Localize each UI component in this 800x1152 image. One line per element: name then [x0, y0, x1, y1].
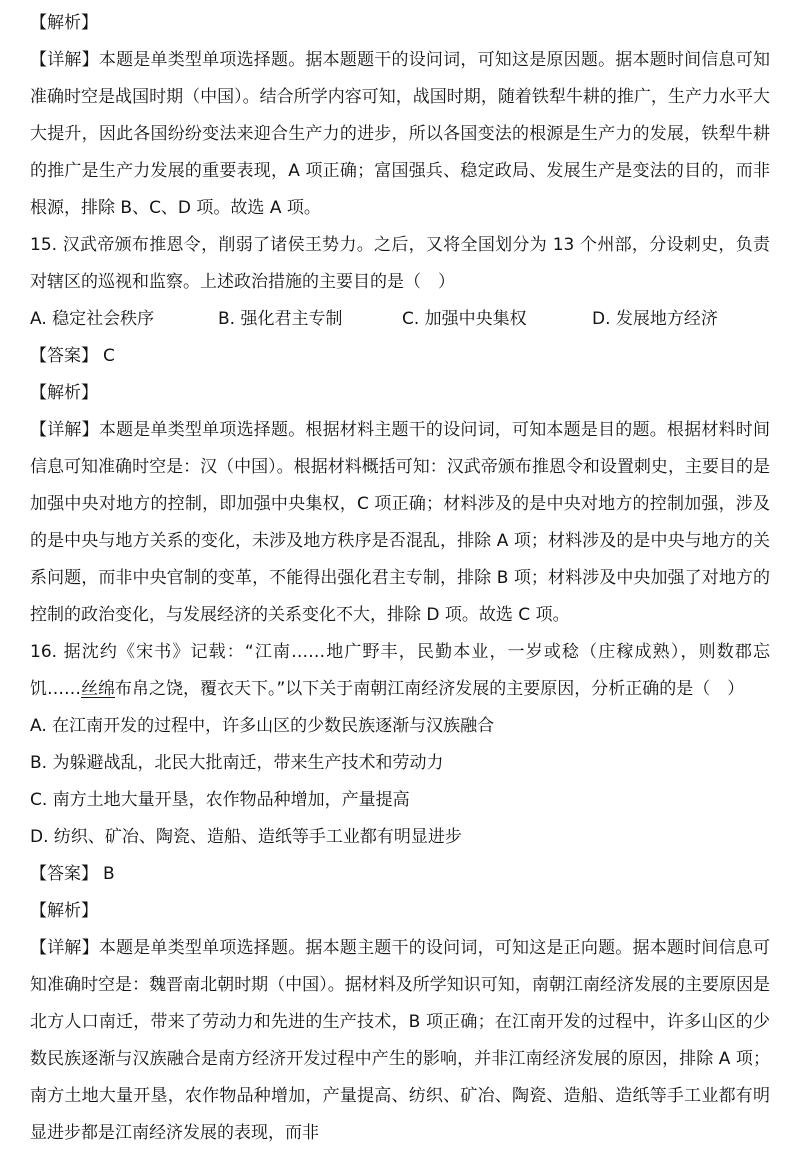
q15-option-d: D. 发展地方经济 [592, 309, 718, 329]
q15-answer-value: C [103, 346, 115, 366]
q16-underlined-term: 丝绵 [81, 679, 115, 699]
q15-option-a: A. 稳定社会秩序 [30, 309, 155, 329]
q16-option-a: A. 在江南开发的过程中，许多山区的少数民族逐渐与汉族融合 [30, 716, 495, 736]
q16-answer-label: 【答案】 [30, 864, 98, 884]
q15-detail-paragraph: 【详解】本题是单类型单项选择题。根据材料主题干的设问词，可知本题是目的题。根据材料时间信息可知准确时空是：汉（中国）。根据材料概括可知：汉武帝颁布推恩令和设置刺史，主要目的是加强中央对地方的控制，即加强中央集权，C 项正确；材料涉及的是中央对地方的控制加强，涉及的是中央与地方关系的变化，未涉及地方秩序是否混乱，排除 A 项；材料涉及的是中央与地方的关系问题，而非中央官制的变革，不能得出强化君主专制，排除 B 项；材料涉及中央加强了对地方的控制的政治变化，与发展经济的关系变化不大，排除 D 项。故选 C 项。 [30, 420, 770, 625]
q15-analysis-label: 【解析】 [30, 383, 98, 403]
q15-answer-line [30, 338, 770, 375]
q15-question-stem: 15. 汉武帝颁布推恩令，削弱了诸侯王势力。之后，又将全国划分为 13 个州部，分设刺史，负责对辖区的巡视和监察。上述政治措施的主要目的是（ ） [30, 235, 770, 292]
q16-option-b: B. 为躲避战乱，北民大批南迁，带来生产技术和劳动力 [30, 753, 444, 773]
q16-analysis-label: 【解析】 [30, 901, 98, 921]
q16-option-c: C. 南方土地大量开垦，农作物品种增加，产量提高 [30, 790, 410, 810]
q16-question-stem [30, 634, 770, 708]
q15-option-b: B. 强化君主专制 [218, 309, 343, 329]
q16-answer-value: B [103, 864, 115, 884]
q14-analysis-label: 【解析】 [30, 13, 98, 33]
q15-option-c: C. 加强中央集权 [402, 309, 527, 329]
q16-stem-text-before: 16. 据沈约《宋书》记载：“江南……地广野丰，民勤本业，一岁或稔（庄稼成熟），则数郡忘饥…… [30, 642, 770, 699]
q16-option-d: D. 纺织、矿冶、陶瓷、造船、造纸等手工业都有明显进步 [30, 827, 462, 847]
q16-answer-line [30, 856, 770, 893]
q14-detail-paragraph: 【详解】本题是单类型单项选择题。据本题题干的设问词，可知这是原因题。据本题时间信息可知准确时空是战国时期（中国）。结合所学内容可知，战国时期，随着铁犁牛耕的推广，生产力水平大大提升，因此各国纷纷变法来迎合生产力的进步，所以各国变法的根源是生产力的发展，铁犁牛耕的推广是生产力发展的重要表现，A 项正确；富国强兵、稳定政局、发展生产是变法的目的，而非根源，排除 B、C、D 项。故选 A 项。 [30, 50, 770, 218]
q15-answer-label: 【答案】 [30, 346, 98, 366]
q15-options-row [30, 301, 770, 338]
q16-detail-paragraph: 【详解】本题是单类型单项选择题。据本题主题干的设问词，可知这是正向题。据本题时间信息可知准确时空是：魏晋南北朝时期（中国）。据材料及所学知识可知，南朝江南经济发展的主要原因是北方人口南迁，带来了劳动力和先进的生产技术，B 项正确；在江南开发的过程中，许多山区的少数民族逐渐与汉族融合是南方经济开发过程中产生的影响，并非江南经济发展的原因，排除 A 项；南方土地大量开垦，农作物品种增加，产量提高、纺织、矿冶、陶瓷、造船、造纸等手工业都有明显进步都是江南经济发展的表现，而非 [30, 938, 770, 1143]
q16-stem-text-after: 布帛之饶，覆衣天下。”以下关于南朝江南经济发展的主要原因，分析正确的是（ ） [115, 679, 745, 699]
